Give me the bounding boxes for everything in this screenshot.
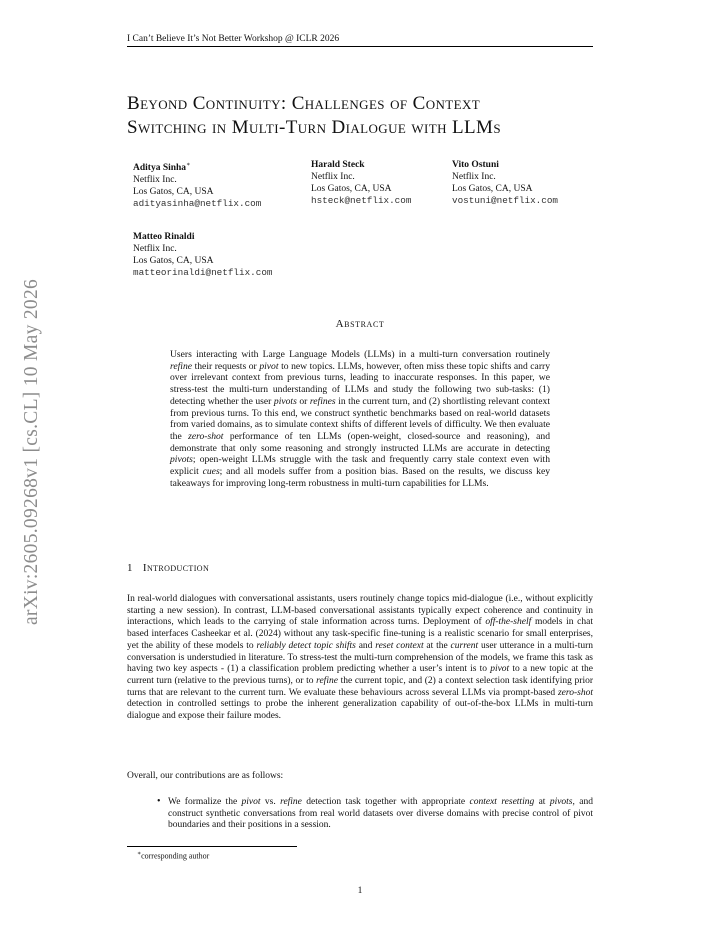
author-3: [452, 159, 558, 207]
title-line-2: Switching in Multi-Turn Dialogue with LLMs: [127, 117, 501, 138]
contributions-intro: Overall, our contributions are as follows:: [127, 771, 284, 781]
author-name: Matteo Rinaldi: [133, 232, 195, 242]
author-location: Los Gatos, CA, USA: [311, 184, 392, 194]
author-affiliation: Netflix Inc.: [452, 172, 496, 182]
paper-title: [127, 92, 607, 140]
abstract-text: Users interacting with Large Language Models (LLMs) in a multi-turn conversation routinely refine their requests or pivot to new topics. LLMs, however, often miss these topic shifts and carry over irrelevant context from previous turns, leading to inaccurate responses. In this paper, we stress-test the multi-turn understanding of LLMs and study the following two sub-tasks: (1) detecting whether the user pivots or refines in the current turn, and (2) shortlisting relevant context from previous turns. To this end, we construct synthetic benchmarks based on real-world datasets from varied domains, as to simulate context shifts of different levels of difficulty. We then evaluate the zero-shot performance of ten LLMs (open-weight, closed-source and reasoning), and demonstrate that only some reasoning and strongly instructed LLMs are accurate in detecting pivots; open-weight LLMs struggle with the task and frequently carry stale context even with explicit cues; and all models suffer from a position bias. Based on the results, we discuss key takeaways for improving long-term robustness in multi-turn capabilities for LLMs.: [170, 349, 551, 489]
bullet-icon: •: [157, 796, 161, 807]
author-mark: ∗: [186, 162, 191, 168]
author-name: Harald Steck: [311, 160, 365, 170]
author-location: Los Gatos, CA, USA: [133, 187, 214, 198]
author-name: Aditya Sinha: [133, 163, 187, 174]
footnote-divider: [127, 846, 297, 847]
page-number: 1: [357, 886, 363, 896]
author-email: hsteck@netflix.com: [311, 195, 412, 206]
author-affiliation: Netflix Inc.: [133, 244, 177, 254]
section-title: Introduction: [142, 562, 210, 574]
author-1: [133, 159, 261, 210]
footnote-mark: ∗: [137, 851, 142, 857]
author-2: [311, 159, 411, 207]
running-header: I Can’t Believe It’s Not Better Workshop @ ICLR 2026: [127, 34, 593, 47]
intro-paragraph: In real-world dialogues with conversational assistants, users routinely change topics mid-dialogue (i.e., without explicitly starting a new session). In contrast, LLM-based conversational assistants typically expect coherence and continuity in interactions, which leads to the carrying of stale information across turns. Deployment of off-the-shelf models in chat based interfaces Casheekar et al. (2024) without any task-specific fine-tuning is a realistic scenario for small enterprises, yet the ability of these models to reliably detect topic shifts and reset context at the current user utterance in a multi-turn conversation is understudied in literature. To stress-test the multi-turn comprehension of the models, we frame this task as having two key aspects - (1) a classification problem predicting whether a user’s intent is to pivot to a new topic at the current turn (relative to the previous turns), or to refine the current topic, and (2) a context selection task identifying prior turns that are relevant to the current turn. We evaluate these behaviours across several LLMs via prompt-based zero-shot detection in controlled settings to probe the inherent generalization capability of out-of-the-box LLMs in multi-turn dialogue and expose their failure modes.: [127, 594, 594, 722]
abstract-heading: Abstract: [335, 318, 385, 330]
author-name: Vito Ostuni: [452, 160, 499, 170]
author-location: Los Gatos, CA, USA: [452, 184, 533, 194]
section-heading: [127, 562, 209, 574]
author-email: adityasinha@netflix.com: [133, 198, 262, 210]
title-line-1: Beyond Continuity: Challenges of Context: [127, 93, 481, 114]
author-affiliation: Netflix Inc.: [133, 175, 177, 186]
section-number: 1: [127, 562, 133, 574]
contribution-bullet: We formalize the pivot vs. refine detection task together with appropriate context resetting at pivots, and construct synthetic conversations from real world datasets over diverse domains with precise control of pivot boundaries and their positions in a session.: [168, 797, 593, 831]
author-email: vostuni@netflix.com: [452, 195, 559, 206]
author-email: matteorinaldi@netflix.com: [133, 267, 273, 278]
author-4: [133, 231, 272, 279]
footnote-text: corresponding author: [141, 851, 210, 861]
author-affiliation: Netflix Inc.: [311, 172, 355, 182]
author-location: Los Gatos, CA, USA: [133, 256, 214, 266]
footnote: [137, 850, 209, 861]
arxiv-identifier: arXiv:2605.09268v1 [cs.CL] 10 May 2026: [21, 278, 42, 626]
